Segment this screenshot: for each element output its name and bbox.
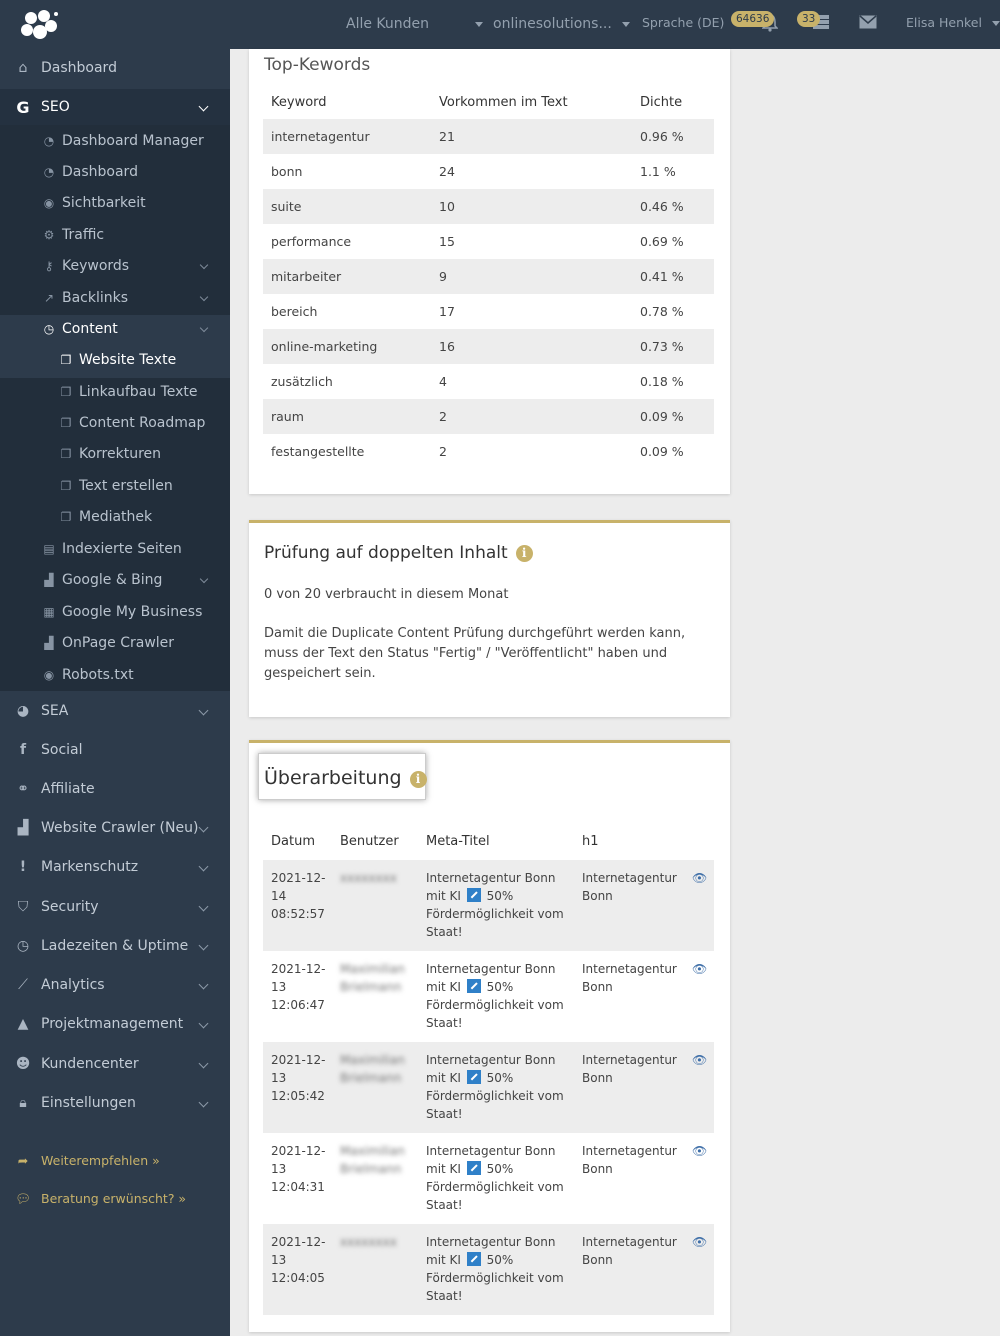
task-count-badge: 33	[797, 11, 820, 27]
sidebar-item-label: Indexierte Seiten	[62, 541, 182, 557]
h1-cell: Internetagentur Bonn	[582, 962, 677, 994]
density-cell: 0.46 %	[632, 189, 714, 224]
sidebar-item-robots[interactable]	[0, 661, 230, 692]
table-row	[263, 259, 714, 294]
table-row	[263, 189, 714, 224]
keyword-cell: bereich	[271, 304, 318, 319]
meta-title-cell	[418, 1133, 574, 1224]
sidebar-item-sichtbarkeit[interactable]	[0, 189, 230, 220]
meta-title-cell	[418, 860, 574, 951]
user-value: Maximilian Brielmann	[340, 1053, 405, 1085]
date-cell	[263, 860, 332, 951]
sidebar-item-label: Markenschutz	[41, 859, 139, 875]
sidebar-item-label: SEA	[41, 703, 69, 719]
sidebar-item-label: Text erstellen	[79, 478, 173, 494]
top-keywords-card	[249, 49, 730, 494]
customer-select-value: Alle Kunden	[346, 16, 430, 32]
meta-title-text: 50% Fördermöglichkeit vom Staat!	[426, 889, 564, 939]
date-cell	[263, 951, 332, 1042]
gears-icon: ⚙	[43, 228, 55, 242]
keyword-cell: online-marketing	[263, 329, 431, 364]
copy-icon: ❐	[60, 385, 72, 399]
table-header-row	[263, 86, 714, 119]
weiterempfehlen-label: Weiterempfehlen »	[41, 1153, 160, 1168]
density-cell: 0.69 %	[640, 234, 684, 249]
sidebar-item-text-erstellen[interactable]	[0, 472, 230, 503]
key-icon: ⚷	[44, 259, 54, 273]
chevron-down-icon	[199, 823, 209, 833]
store-icon: ▦	[43, 605, 55, 619]
h1-cell: Internetagentur Bonn	[574, 1224, 684, 1315]
file-icon: ▤	[43, 542, 55, 556]
table-row	[263, 399, 714, 434]
date-value: 2021-12-14	[271, 871, 326, 903]
sidebar-item-label: Website Crawler (Neu)	[41, 820, 199, 836]
table-row	[263, 329, 714, 364]
time-value: 12:04:31	[271, 1180, 325, 1194]
user-cell	[332, 860, 418, 951]
sidebar-item-security[interactable]	[0, 889, 230, 925]
chevron-down-icon	[199, 862, 209, 872]
sidebar-item-label: Content	[62, 321, 118, 337]
info-icon[interactable]: i	[410, 771, 427, 788]
chat-bubbles-icon: 💬︎	[15, 1191, 31, 1206]
chevron-down-icon	[199, 980, 209, 990]
keyword-cell: performance	[271, 234, 352, 249]
sidebar-item-content-roadmap[interactable]	[0, 409, 230, 440]
sidebar-item-google-my-business[interactable]	[0, 598, 230, 629]
envelope-icon[interactable]	[859, 15, 877, 29]
time-value: 12:04:05	[271, 1271, 325, 1285]
action-cell	[684, 951, 714, 1042]
eye-icon[interactable]: 👁︎	[692, 871, 708, 885]
date-value: 2021-12-13	[271, 1053, 326, 1085]
chevron-down-icon	[199, 1059, 209, 1069]
customer-select[interactable]	[346, 16, 483, 32]
sidebar-item-label: Dashboard	[62, 164, 138, 180]
sidebar-item-label: SEO	[41, 99, 70, 115]
chevron-down-icon	[992, 21, 1000, 26]
count-cell: 15	[439, 234, 455, 249]
revision-title-text: Überarbeitung	[264, 767, 402, 789]
user-value: xxxxxxxx	[340, 871, 397, 885]
pie-chart-icon: ◕	[16, 703, 30, 719]
eye-icon: ◉	[43, 196, 55, 210]
lock-icon: 🔒︎	[19, 1095, 27, 1111]
sidebar-item-markenschutz[interactable]	[0, 849, 230, 885]
app-logo[interactable]	[18, 8, 62, 42]
time-value: 08:52:57	[271, 907, 325, 921]
top-bar	[0, 0, 1000, 49]
action-cell	[684, 860, 714, 951]
meta-title-text: 50% Fördermöglichkeit vom Staat!	[426, 1162, 564, 1212]
google-icon: G	[16, 97, 30, 117]
sidebar-item-seo[interactable]	[0, 89, 230, 125]
sidebar-item-label: Google My Business	[62, 604, 203, 620]
revision-title	[264, 767, 427, 789]
sidebar-item-google-bing[interactable]	[0, 566, 230, 597]
user-cell	[332, 1133, 418, 1224]
table-row	[263, 1224, 714, 1315]
copy-icon: ❐	[60, 353, 72, 367]
density-cell: 0.18 %	[640, 374, 684, 389]
chevron-down-icon	[199, 706, 209, 716]
sidebar-item-label: Social	[41, 742, 83, 758]
top-keywords-title: Top-Kewords	[264, 55, 371, 75]
keyword-cell: festangestellte	[271, 444, 365, 459]
trend-arrow-icon	[467, 1161, 481, 1175]
sidebar-item-affiliate[interactable]	[0, 771, 230, 807]
sidebar-item-sea[interactable]	[0, 693, 230, 729]
beratung-link[interactable]	[14, 1191, 186, 1207]
language-select[interactable]	[642, 15, 742, 30]
external-link-icon: ↗	[43, 291, 55, 305]
table-row	[263, 119, 714, 154]
area-chart-icon: ▟	[17, 820, 29, 836]
chevron-down-icon	[622, 22, 630, 27]
user-value: Maximilian Brielmann	[340, 962, 405, 994]
date-cell	[263, 1224, 332, 1315]
user-name: Elisa Henkel	[906, 15, 982, 30]
language-label: Sprache (DE)	[642, 15, 725, 30]
chevron-down-icon	[199, 102, 209, 112]
meta-title-text: Internetagentur Bonn mit KI	[426, 1235, 556, 1267]
sidebar-item-analytics[interactable]	[0, 967, 230, 1003]
meta-title-text: Internetagentur Bonn mit KI	[426, 1144, 556, 1176]
keywords-table	[263, 86, 714, 469]
column-header-user: Benutzer	[340, 833, 399, 849]
exclamation-icon: !	[19, 859, 27, 875]
count-cell: 16	[431, 329, 632, 364]
sidebar-item-korrekturen[interactable]	[0, 440, 230, 471]
users-icon: ☻	[15, 1056, 31, 1072]
sidebar-item-onpage-crawler[interactable]	[0, 629, 230, 660]
count-cell: 24	[439, 164, 455, 179]
project-select-value: onlinesolutions...	[493, 16, 612, 32]
action-cell	[684, 1224, 714, 1315]
sidebar-item-label: Website Texte	[79, 352, 177, 368]
sidebar-item-label: Mediathek	[79, 509, 153, 525]
handshake-icon: ⚭	[17, 781, 29, 797]
dashboard-gauge-icon: ◔	[43, 134, 55, 148]
beratung-label: Beratung erwünscht? »	[41, 1191, 187, 1206]
clock-icon: ◷	[43, 322, 55, 336]
column-header-density: Dichte	[640, 95, 683, 110]
sidebar-item-label: Robots.txt	[62, 667, 134, 683]
chevron-down-icon	[200, 293, 208, 301]
table-row	[263, 364, 714, 399]
line-chart-icon: ⟋	[18, 977, 28, 993]
density-cell: 0.96 %	[632, 119, 714, 154]
table-row	[263, 154, 714, 189]
count-cell: 2	[431, 399, 632, 434]
clock-icon: ◷	[16, 938, 30, 954]
revision-card	[249, 740, 730, 1332]
meta-title-text: 50% Fördermöglichkeit vom Staat!	[426, 980, 564, 1030]
home-icon: ⌂	[18, 60, 28, 76]
sidebar-item-einstellungen[interactable]	[0, 1085, 230, 1121]
table-row	[263, 224, 714, 259]
sidebar-item-indexierte-seiten[interactable]	[0, 535, 230, 566]
area-chart-icon: ▟	[44, 573, 54, 587]
date-value: 2021-12-13	[271, 1144, 326, 1176]
meta-title-text: Internetagentur Bonn mit KI	[426, 871, 556, 903]
trend-arrow-icon	[467, 888, 481, 902]
revision-table	[263, 822, 714, 1315]
keyword-cell: suite	[263, 189, 431, 224]
meta-title-cell	[418, 1042, 574, 1133]
sidebar-item-linkaufbau-texte[interactable]	[0, 378, 230, 409]
sidebar-item-social[interactable]	[0, 732, 230, 768]
weiterempfehlen-link[interactable]	[14, 1153, 160, 1168]
meta-title-text: Internetagentur Bonn mit KI	[426, 1053, 556, 1085]
chevron-down-icon	[475, 22, 483, 27]
sidebar-item-backlinks[interactable]	[0, 284, 230, 315]
keyword-cell: zusätzlich	[271, 374, 333, 389]
copy-icon: ❐	[60, 416, 72, 430]
project-select[interactable]	[493, 16, 630, 32]
meta-title-text: 50% Fördermöglichkeit vom Staat!	[426, 1253, 564, 1303]
sidebar-item-label: Projektmanagement	[41, 1016, 184, 1032]
table-row	[263, 294, 714, 329]
time-value: 12:05:42	[271, 1089, 325, 1103]
chevron-down-icon	[199, 1019, 209, 1029]
count-cell: 9	[431, 259, 632, 294]
sidebar	[0, 49, 230, 1336]
sidebar-item-label: Google & Bing	[62, 572, 163, 588]
sidebar-item-website-crawler[interactable]	[0, 810, 230, 846]
share-arrow-icon: ➦	[17, 1153, 29, 1168]
sidebar-item-label: Dashboard	[41, 60, 117, 76]
duplicate-note-text: Damit die Duplicate Content Prüfung durchgeführt werden kann, muss der Text den Status "Fertig" / "Veröffentlicht" haben und gespeichert sein.	[264, 626, 686, 681]
copy-icon: ❐	[60, 447, 72, 461]
sidebar-item-label: Content Roadmap	[79, 415, 206, 431]
table-row	[263, 951, 714, 1042]
density-cell: 0.73 %	[632, 329, 714, 364]
sidebar-item-label: Kundencenter	[41, 1056, 139, 1072]
chevron-down-icon	[199, 902, 209, 912]
sidebar-item-label: Traffic	[62, 227, 105, 243]
sidebar-item-label: Analytics	[41, 977, 105, 993]
action-cell	[684, 1042, 714, 1133]
user-cell	[332, 1042, 418, 1133]
dashboard-gauge-icon: ◔	[43, 165, 55, 179]
meta-title-cell	[418, 1224, 574, 1315]
copy-icon: ❐	[60, 479, 72, 493]
column-header-h1: h1	[582, 833, 599, 849]
density-cell: 1.1 %	[640, 164, 676, 179]
sidebar-item-label: Einstellungen	[41, 1095, 136, 1111]
duplicate-content-card	[249, 520, 730, 717]
eye-icon[interactable]: 👁︎	[692, 1053, 708, 1067]
meta-title-cell	[418, 951, 574, 1042]
trend-arrow-icon	[467, 979, 481, 993]
density-cell: 0.09 %	[640, 444, 684, 459]
facebook-icon: f	[19, 742, 27, 758]
action-cell	[684, 1133, 714, 1224]
chevron-down-icon	[200, 575, 208, 583]
sidebar-item-website-texte[interactable]	[0, 346, 230, 377]
sidebar-item-label: Linkaufbau Texte	[79, 384, 198, 400]
count-cell: 2	[439, 444, 447, 459]
trend-arrow-icon	[467, 1252, 481, 1266]
table-header-row	[263, 822, 714, 860]
sidebar-item-dashboard[interactable]	[0, 50, 230, 86]
sidebar-item-label: Security	[41, 899, 99, 915]
shield-icon: ⛉	[17, 899, 29, 915]
density-cell: 0.78 %	[640, 304, 684, 319]
chevron-down-icon	[200, 324, 208, 332]
notification-count-badge: 64636	[731, 11, 774, 27]
count-cell: 10	[431, 189, 632, 224]
column-header-date: Datum	[271, 833, 315, 849]
sidebar-item-ladezeiten[interactable]	[0, 928, 230, 964]
column-header-count: Vorkommen im Text	[439, 95, 568, 110]
date-value: 2021-12-13	[271, 962, 326, 994]
column-header-keyword: Keyword	[271, 95, 327, 110]
sidebar-item-label: Backlinks	[62, 290, 129, 306]
sidebar-item-keywords[interactable]	[0, 252, 230, 283]
sidebar-item-kundencenter[interactable]	[0, 1046, 230, 1082]
sidebar-item-dashboard-manager[interactable]	[0, 127, 230, 158]
duplicate-content-title-text: Prüfung auf doppelten Inhalt	[264, 543, 508, 563]
count-cell: 21	[431, 119, 632, 154]
table-row	[263, 860, 714, 951]
date-cell	[263, 1042, 332, 1133]
duplicate-content-title	[264, 543, 533, 563]
meta-title-text: 50% Fördermöglichkeit vom Staat!	[426, 1071, 564, 1121]
copy-icon: ❐	[60, 510, 72, 524]
keyword-cell: bonn	[271, 164, 303, 179]
density-cell: 0.41 %	[632, 259, 714, 294]
chevron-down-icon	[199, 941, 209, 951]
sidebar-item-label: Sichtbarkeit	[62, 195, 146, 211]
h1-cell: Internetagentur Bonn	[574, 860, 684, 951]
sidebar-item-projektmanagement[interactable]	[0, 1006, 230, 1042]
table-row	[263, 1133, 714, 1224]
column-header-action	[684, 822, 714, 860]
chevron-down-icon	[200, 261, 208, 269]
user-cell	[332, 1224, 418, 1315]
sidebar-item-label: Keywords	[62, 258, 130, 274]
sidebar-item-label: Dashboard Manager	[62, 133, 204, 149]
sidebar-item-traffic[interactable]	[0, 221, 230, 252]
user-value: xxxxxxxx	[340, 1235, 397, 1249]
chevron-down-icon	[199, 1098, 209, 1108]
h1-cell: Internetagentur Bonn	[574, 1042, 684, 1133]
table-row	[263, 434, 714, 469]
trend-arrow-icon	[467, 1070, 481, 1084]
sidebar-item-label: Ladezeiten & Uptime	[41, 938, 189, 954]
info-icon[interactable]: i	[516, 545, 533, 562]
sidebar-item-label: OnPage Crawler	[62, 635, 175, 651]
eye-icon: ◉	[43, 668, 55, 682]
meta-title-text: Internetagentur Bonn mit KI	[426, 962, 556, 994]
keyword-cell: internetagentur	[263, 119, 431, 154]
sidebar-item-label: Affiliate	[41, 781, 95, 797]
user-cell	[332, 951, 418, 1042]
column-header-meta-title: Meta-Titel	[426, 833, 490, 849]
density-cell: 0.09 %	[632, 399, 714, 434]
sidebar-item-label: Korrekturen	[79, 446, 162, 462]
eye-icon[interactable]: 👁︎	[692, 962, 708, 976]
keyword-cell: mitarbeiter	[263, 259, 431, 294]
count-cell: 4	[439, 374, 447, 389]
sidebar-item-mediathek[interactable]	[0, 503, 230, 534]
eye-icon[interactable]: 👁︎	[692, 1144, 708, 1158]
duplicate-usage-text: 0 von 20 verbraucht in diesem Monat	[264, 587, 509, 602]
count-cell: 17	[439, 304, 455, 319]
keyword-cell: raum	[263, 399, 431, 434]
road-icon: ▲	[17, 1016, 29, 1032]
user-menu[interactable]	[906, 15, 1000, 30]
time-value: 12:06:47	[271, 998, 325, 1012]
date-cell	[263, 1133, 332, 1224]
date-value: 2021-12-13	[271, 1235, 326, 1267]
area-chart-icon: ▟	[44, 636, 54, 650]
sidebar-item-seo-dashboard[interactable]	[0, 158, 230, 189]
table-row	[263, 1042, 714, 1133]
h1-cell: Internetagentur Bonn	[582, 1144, 677, 1176]
user-value: Maximilian Brielmann	[340, 1144, 405, 1176]
eye-icon[interactable]: 👁︎	[692, 1235, 708, 1249]
